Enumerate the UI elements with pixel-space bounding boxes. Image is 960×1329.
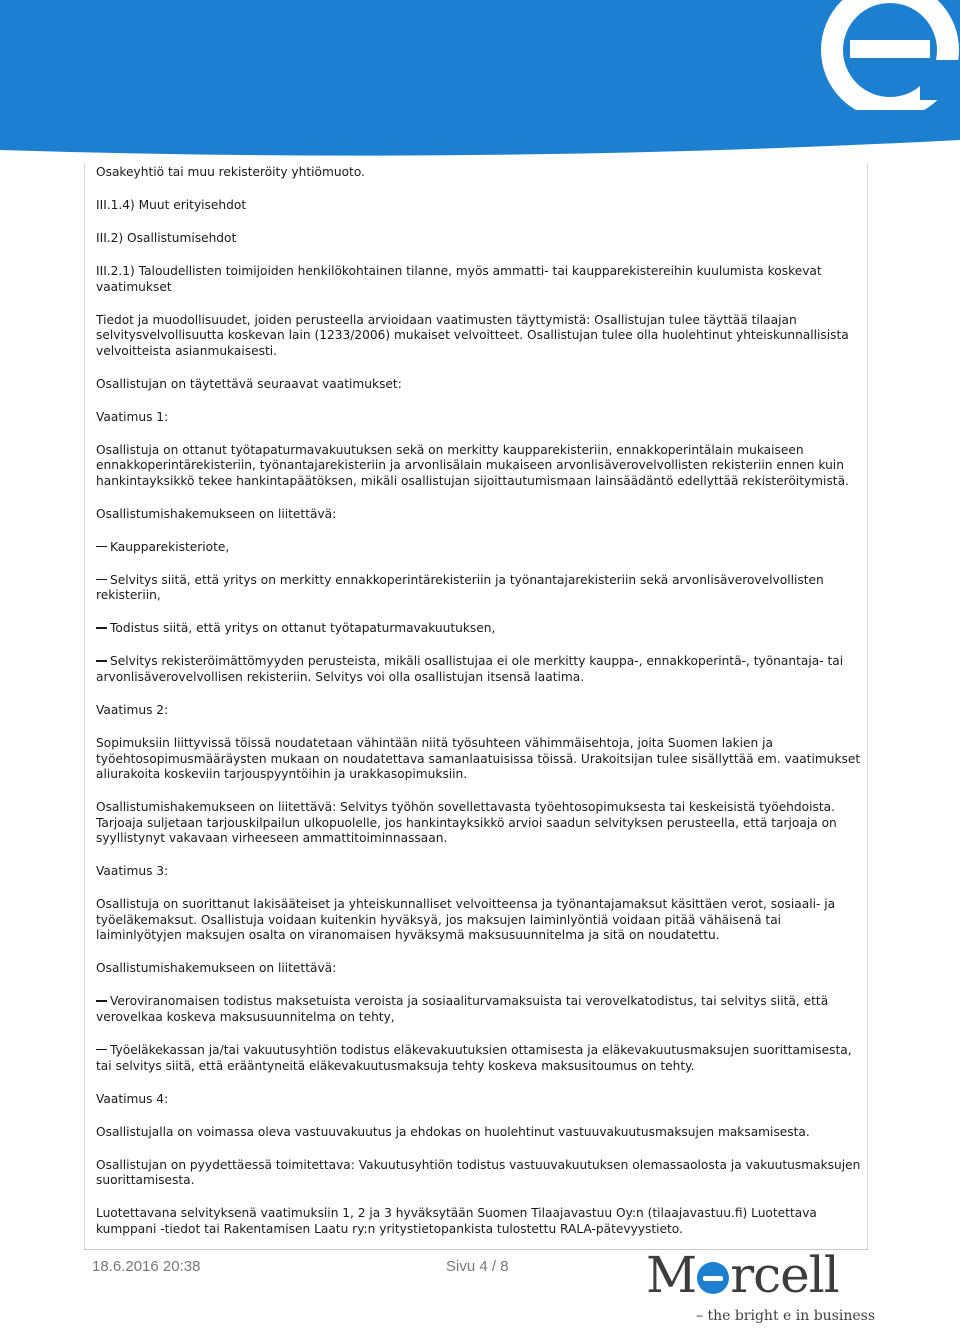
requirement-3-heading: Vaatimus 3: (96, 864, 169, 879)
dash-bullet-icon (96, 579, 107, 581)
attachment-item: Selvitys rekisteröimättömyyden perusteista, mikäli osallistujaa ei ole merkitty kauppa-, ennakkoperintä-, työnantaja- tai arvonlisäverovelvollisen rekisteriin. Selvitys voi olla osallistujan itsensä laatima. (96, 654, 844, 684)
section-heading-iii-2: III.2) Osallistumisehdot (96, 230, 237, 245)
requirement-4-heading: Vaatimus 4: (96, 1091, 169, 1106)
attachments-heading-3: Osallistumishakemukseen on liitettävä: (96, 961, 337, 976)
attachment-item: Selvitys siitä, että yritys on merkitty ennakkoperintärekisteriin ja työnantajarekisteriin sekä arvonlisäverovelvollisten rekisteriin, (96, 572, 824, 603)
marcell-e-icon (820, 0, 960, 110)
company-form-text: Osakeyhtiö tai muu rekisteröity yhtiömuoto. (96, 165, 365, 179)
dash-bullet-icon (96, 546, 107, 548)
reliability-note: Luotettavana selvityksenä vaatimuksiin 1, 2 ja 3 hyväksytään Suomen Tilaajavastuu Oy:n (tilaajavastuu.fi) Luotettava kumppani -tiedot tai Rakentamisen Laatu ry:n yritystietopankista tulostettu RALA-pätevyystieto. (96, 1206, 817, 1236)
logo-tagline: – the bright e in business (696, 1308, 876, 1324)
footer-date: 18.6.2016 20:38 (92, 1258, 201, 1275)
attachment-item: Todistus siitä, että yritys on ottanut työtapaturmavakuutuksen, (96, 621, 862, 637)
attachment-item: Kaupparekisteriote, (96, 540, 862, 556)
requirement-2-heading: Vaatimus 2: (96, 702, 169, 717)
attachment-item: Veroviranomaisen todistus maksetuista veroista ja sosiaaliturvamaksuista tai verovelkatodistus, tai selvitys siitä, että verovelkaa koskeva maksusuunnitelma on tehty, (96, 994, 829, 1025)
logo-e-icon (697, 1262, 729, 1294)
attachment-item: Työeläkekassan ja/tai vakuutusyhtiön todistus eläkevakuutuksien ottamisesta ja eläkevakuutusmaksujen suorittamisesta, tai selvitys siitä, että erääntyneitä eläkevakuutusmaksuja tehty koskeva maksusitoumus on tehty. (96, 1043, 852, 1073)
header-band (0, 0, 960, 160)
requirements-intro: Osallistujan on täytettävä seuraavat vaatimukset: (96, 376, 402, 391)
section-heading-iii-2-1: III.2.1) Taloudellisten toimijoiden henkilökohtainen tilanne, myös ammatti- tai kaupparekistereihin kuulumista koskevat vaatimukset (96, 263, 822, 294)
attachments-heading-1: Osallistumishakemukseen on liitettävä: (96, 506, 337, 521)
requirement-1-text: Osallistuja on ottanut työtapaturmavakuutuksen sekä on merkitty kaupparekisteriin, ennakkoperintälain mukaiseen ennakkoperintärekisteriin, työnantajarekisteriin ja arvonlisälain mukaiseen arvonlisäverovelvollisten rekisteriin ennen kuin hankintayksikkö tekee hankintapäätöksen, mikäli osallistujan sijoittautumismaan lainsäädäntö edellyttää rekisteröitymistä. (96, 442, 849, 488)
criteria-paragraph: Tiedot ja muodollisuudet, joiden perusteella arvioidaan vaatimusten täyttymistä: Osallistujan tulee täyttää tilaajan selvitysvelvollisuutta koskevan lain (1233/2006) mukaiset velvoitteet. Osallistujan tulee olla huolehtinut yhteiskunnallisista velvoitteista asianmukaisesti. (96, 312, 849, 358)
frame-right-rule (867, 164, 868, 1249)
dash-bullet-icon (96, 660, 107, 662)
section-heading-iii-1-4: III.1.4) Muut erityisehdot (96, 197, 247, 212)
marcell-logo (640, 1246, 876, 1329)
dash-bullet-icon (96, 1049, 107, 1051)
requirement-4-text: Osallistujalla on voimassa oleva vastuuvakuutus ja ehdokas on huolehtinut vastuuvakuutusmaksujen maksamisesta. (96, 1124, 810, 1139)
header-wave-shape (0, 0, 960, 160)
requirement-2-attachments: Osallistumishakemukseen on liitettävä: Selvitys työhön sovellettavasta työehtosopimuksesta tai keskeisistä työehdoista. Tarjoaja suljetaan tarjouskilpailun ulkopuolelle, jos hankintayksikkö arvioi saadun selvityksen perusteella, että tarjoaja on syyllistynyt vakavaan virheeseen ammattitoiminnassaan. (96, 800, 837, 846)
dash-bullet-icon (96, 1000, 107, 1002)
requirement-2-text: Sopimuksiin liittyvissä töissä noudatetaan vähintään niitä työsuhteen vähimmäisehtoja, joita Suomen lakien ja työehtosopimusmääräysten mukaan on noudatettava samanlaatuisissa töissä. Urakoitsijan tulee sisällyttää em. vaatimukset aliurakoita koskeviin tarjouspyyntöihin ja urakkasopimuksiin. (96, 735, 861, 782)
requirement-3-text: Osallistuja on suorittanut lakisääteiset ja yhteiskunnalliset velvoitteensa ja työnantajamaksut käsittäen verot, sosiaali- ja työeläkemaksut. Osallistuja voidaan kuitenkin hyväksyä, jos maksujen laiminlyöntiä voidaan pitää vähäisenä tai laiminlyötyjen maksujen osalta on viranomaisen hyväksymä maksusuunnitelma ja sitä on noudatettu. (96, 897, 836, 943)
dash-bullet-icon (96, 627, 107, 629)
frame-left-rule (84, 164, 85, 1249)
requirement-4-delivery: Osallistujan on pyydettäessä toimitettava: Vakuutusyhtiön todistus vastuuvakuutuksen olemassaolosta ja vakuutusmaksujen suorittamisesta. (96, 1157, 861, 1188)
footer-page-number: Sivu 4 / 8 (446, 1258, 509, 1275)
requirement-1-heading: Vaatimus 1: (96, 409, 169, 424)
document-body (96, 164, 862, 1237)
logo-wordmark: M rcell (646, 1246, 839, 1304)
